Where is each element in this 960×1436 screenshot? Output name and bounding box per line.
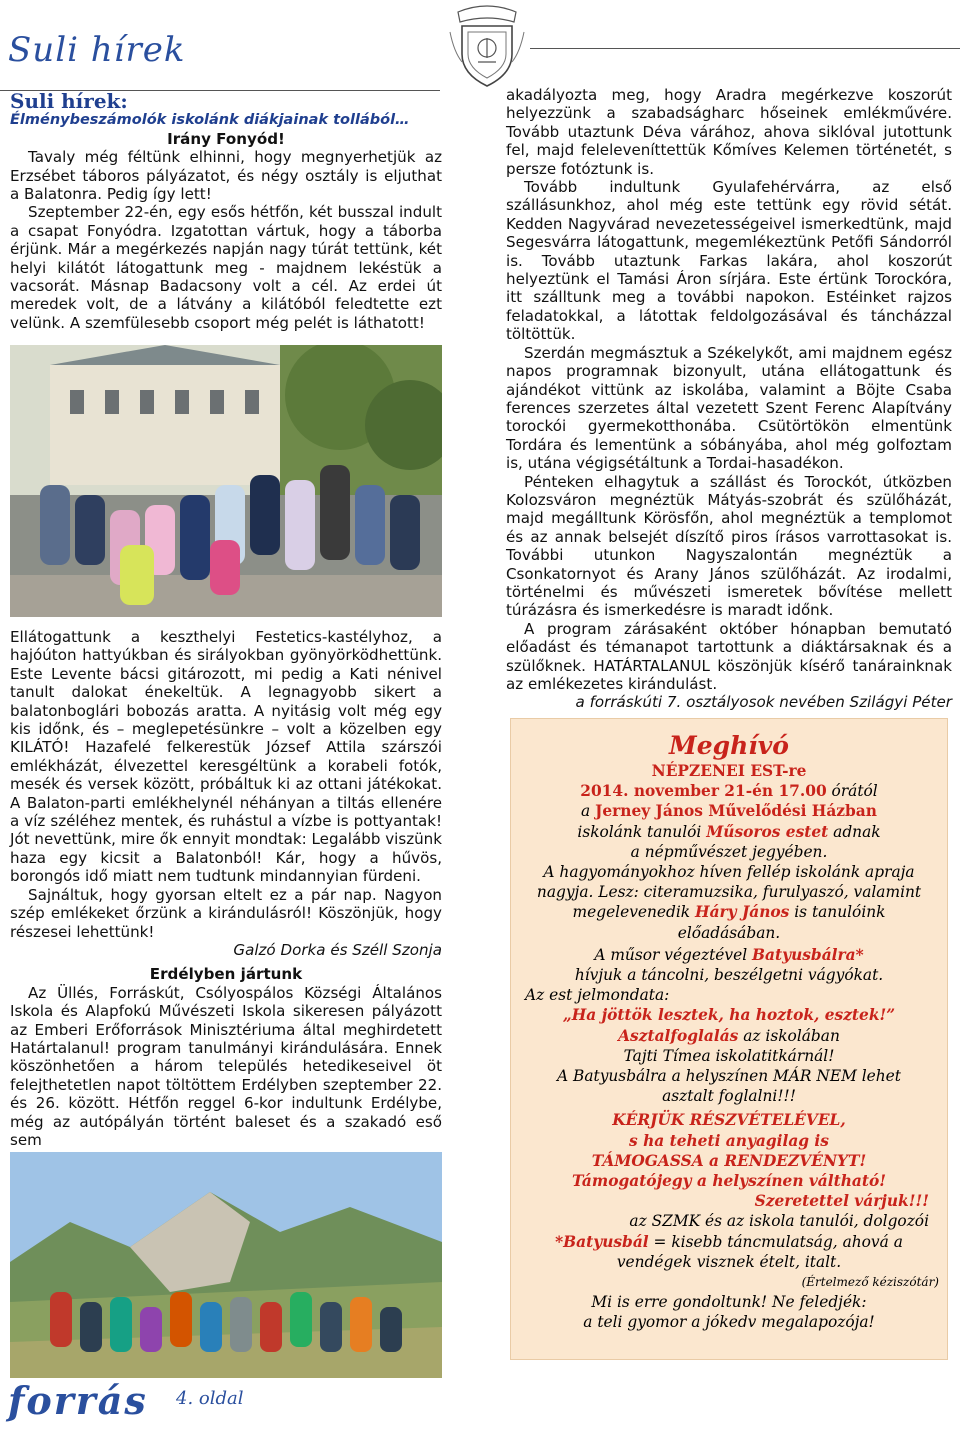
group-photo-mountains [10, 1152, 442, 1378]
invitation-line: a népművészet jegyében. [630, 842, 828, 861]
invitation-booking: Asztalfoglalás az iskolában [618, 1026, 840, 1045]
invitation-line: Tajti Tímea iskolatitkárnál! [623, 1046, 835, 1065]
invitation-ball: A műsor végeztével Batyusbálra* [594, 945, 864, 964]
article1-paragraph: Tavaly még féltünk elhinni, hogy megnyerhetjük az Erzsébet táboros pályázatot, és négy osztály is eljuthat a Balatonra. Pedig így lett! [10, 148, 442, 204]
masthead-title: Suli hírek [8, 30, 186, 70]
invitation-definition: *Batyusbál = kisebb táncmulatság, ahová a vendégek visznek ételt, italt. [555, 1232, 903, 1271]
invitation-venue: a Jerney János Művelődési Házban [581, 802, 877, 821]
article2-paragraph: Pénteken elhagytuk a szállást és Torockót, útközben Kolozsváron megnéztük Mátyás-szobrát és szülőházát, majd megálltunk Körösfőn, ahol megnéztük a templomot és az annak belsejét díszítő piros írásos varrottasokat is. További utunkon Nagyszalontán megnéztük a Csonkatornyot és Arany János szülőházát. Az irodalmi, történelmi és művészeti ismeretek bővítése mellett túrázásra és ismerkedésre is maradt időnk. [506, 472, 952, 620]
article2-paragraph: Az Üllés, Forráskút, Csólyospálos Községi Általános Iskola és Alapfokú Művészeti Iskola sikeresen pályázott az Emberi Erőforrások Minisztériuma által meghirdetett Határtalanul! program tanulmányi kirándulására. Ennek köszönhetően a három település hetedikeseivel öt felejthetetlen napot töltöttem Erdélyben szeptember 22. és 26. között. Hétfőn reggel 6-kor indultunk Erdélybe, még az autópályán történt baleset és a szakadó eső sem [10, 983, 442, 1149]
article1-title: Irány Fonyód! [167, 129, 285, 148]
article2-paragraph: Tovább indultunk Gyulafehérvárra, az első szállásunkhoz, ahol még este tettünk egy rövid sétát. Kedden Nagyvárad nevezetességeivel ismerkedtünk, majd Segesvárra látogattunk, megemlékeztünk Petőfi Sándorról is. Tovább utaztunk Farkas lakára, ahol koszorút helyeztünk el Tamási Áron sírjára. Este értünk Torockóra, itt szálltunk meg a további napokon. Estéinket rajzos feladatokkal, a látottak feldolgozásával és táncházzal töltöttük. [506, 178, 952, 344]
invitation-welcome: Szeretettel várjuk!!! [754, 1192, 929, 1211]
article2-paragraph: Szerdán megmásztuk a Székelykőt, ami majdnem egész napos programnak bizonyult, utána ellátogattunk és ajándékot vittünk az iskolába, valamint a Böjte Csaba ferences szerzetes által vezetett Szent Ferenc Alapítvány torockói gyermekotthonába. Csütörtökön elmentünk Tordára és lementünk a sóbányába, ahol még golfoztam is, utána végigsétáltunk a Tordai-hasadékon. [506, 343, 952, 473]
invitation-event: NÉPZENEI EST-re [651, 762, 807, 780]
invitation-box [510, 718, 948, 1360]
left-column [10, 89, 442, 332]
article1-paragraph: Ellátogattunk a keszthelyi Festetics-kastélyhoz, a hajóúton hattyúkban és sirályokban gyönyörködhettünk. Este Levente bácsi gitározott, mi pedig a Kati nénivel tanult dalokat énekeltük. A legnagyobb sikert a balatonboglári bobozás aratta. A nyitásig volt még egy kis időnk, és – meglepetésünkre – volt a közelben egy KILÁTÓ! Hazafelé felkerestük József Attila szárszói emlékházát, élvezettel keresgéltünk a korabeli fotók, mesék és versek között, próbáltuk ki az ottani játékokat. A Balaton-parti emlékhelynél néhányan a tiltás ellenére a víz széléhez mentek, és ruhástul a vízbe is pottyantak! Jót nevettünk, mire ők ennyit mondtak: Legalább viszünk haza egy kicsit a Balatonból! Kár, hogy a hűvös, borongós idő miatt nem tudtunk mindannyian fürdeni. [10, 628, 442, 886]
invitation-line: iskolánk tanulói Műsoros estet adnak [577, 822, 881, 841]
invitation-program: A hagyományokhoz híven fellép iskolánk apraja nagyja. Lesz: citeramuzsika, furulyaszó, valamint megelevenedik Háry János is tanulóink előadásában. [536, 863, 922, 942]
invitation-date: 2014. november 21-én 17.00 órától [580, 782, 878, 801]
article1-paragraph: Szeptember 22-én, egy esős hétfőn, két busszal indult a csapat Fonyódra. Izgatottan vártuk, hogy a táborba érjünk. Már a megérkezés napján nagy túrát tettünk, két helyi kilátót látogattunk meg - majdnem lekéstük a vacsorát. Másnap Badacsony volt a cél. Az erdei út meredek volt, de a látvány a kilátóból feledtette ezt velünk. A szemfülesebb csoport még pelét is láthatott! [10, 203, 442, 332]
group-photo-castle [10, 345, 442, 617]
invitation-closing: Mi is erre gondoltunk! Ne feledjék: [591, 1293, 867, 1312]
article1-paragraph: Sajnáltuk, hogy gyorsan eltelt ez a pár nap. Nagyon szép emlékeket őrzünk a kirándulásról! Köszönjük, hogy részesei lehettünk! [10, 885, 442, 941]
invitation-closing: a teli gyomor a jókedv megalapozója! [583, 1313, 875, 1332]
coat-of-arms-icon [444, 2, 530, 90]
article2-paragraph: akadályozta meg, hogy Aradra megérkezve koszorút helyezzünk a szabadságharc hőseinek emlékművére. Tovább utaztunk Déva várához, ahova siklóval jutottunk fel, majd feleleveníttettük Kőmíves Kelemen történetét, s persze fotóztunk is. [506, 86, 952, 178]
invitation-ticket: Támogatójegy a helyszínen váltható! [571, 1172, 887, 1191]
invitation-title: Meghívó [669, 731, 789, 760]
article2-signature: a forráskúti 7. osztályosok nevében Szilágyi Péter [575, 693, 952, 712]
section-title: Suli hírek: [10, 89, 128, 113]
article2-paragraph: A program zárásaként október hónapban bemutató előadást és témanapot tartottunk a diáktársaknak és a szülőknek. HATÁRTALANUL köszönjük kísérő tanárainknak az emlékezetes kirándulást. [506, 619, 952, 693]
invitation-notice: A Batyusbálra a helyszínen MÁR NEM lehet asztalt foglalni!!! [557, 1067, 901, 1106]
forras-logo: forrás [8, 1378, 148, 1423]
invitation-line: hívjuk a táncolni, beszélgetni vágyókat. [574, 966, 884, 985]
invitation-hosts: az SZMK és az iskola tanulói, dolgozói [629, 1212, 929, 1231]
page-number: 4. oldal [176, 1388, 244, 1409]
section-subtitle: Élménybeszámolók iskolánk diákjainak tollából… [10, 112, 410, 129]
header-rule-right [530, 48, 960, 49]
invitation-motto: „Ha jöttök lesztek, ha hoztok, esztek!” [562, 1006, 896, 1025]
article1-continued [10, 628, 442, 1149]
invitation-request: s ha teheti anyagilag is [629, 1131, 829, 1150]
right-column [506, 86, 952, 718]
invitation-motto-label: Az est jelmondata: [525, 986, 670, 1005]
invitation-request: KÉRJÜK RÉSZVÉTELÉVEL, [612, 1111, 846, 1130]
invitation-request: TÁMOGASSA a RENDEZVÉNYT! [591, 1151, 867, 1170]
article2-title: Erdélyben jártunk [149, 965, 303, 984]
article1-signature: Galzó Dorka és Széll Szonja [233, 940, 442, 959]
invitation-source: (Értelmező kéziszótár) [801, 1275, 939, 1290]
